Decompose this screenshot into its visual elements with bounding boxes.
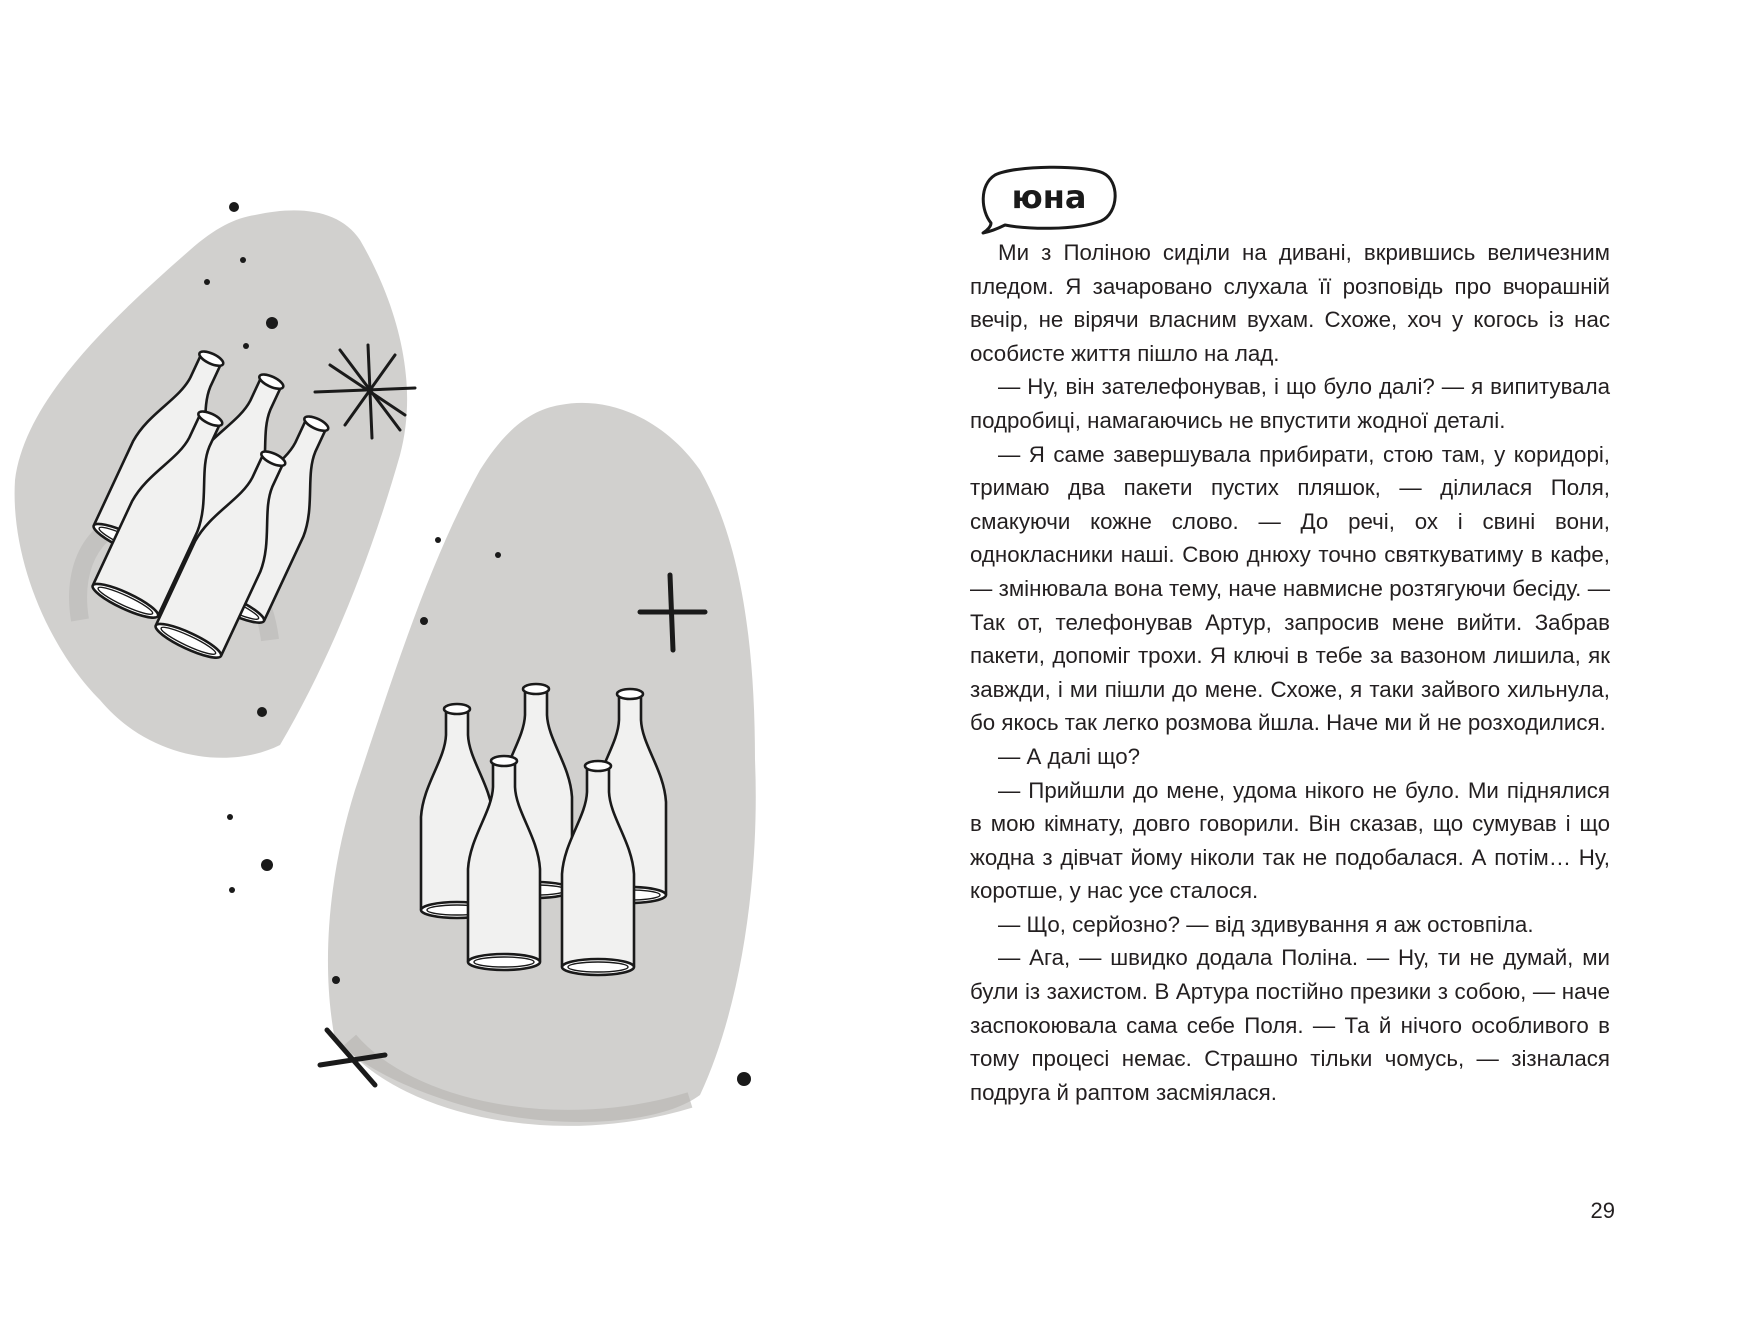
speech-bubble-icon	[975, 163, 1120, 235]
story-text	[970, 236, 1610, 1109]
paragraph: — Що, серйозно? — від здивування я аж остовпіла.	[998, 911, 1534, 937]
speaker-name: юна	[1011, 178, 1087, 216]
paragraph: — Я саме завершувала прибирати, стою там, у коридорі, тримаю два пакети пустих пляшок, — ділилася Поля, смакуючи кожне слово. — До речі, ох і свині вони, однокласники наші. Свою днюху точно святкуватиму в кафе, — змінювала вона тему, наче навмисне розтягуючи бесіду. — Так от, телефонував Артур, запросив мене вийти. Забрав пакети, допоміг трохи. Я ключі в тебе за вазоном лишила, як завжди, і ми пішли до мене. Схоже, я таки зайвого хильнула, бо якось так легко розмова йшла. Наче ми й не розходилися.	[970, 441, 1610, 736]
page-number: 29	[1590, 1198, 1615, 1223]
paragraph: — Ага, — швидко додала Поліна. — Ну, ти не думай, ми були із захистом. В Артура постійно презики з собою, — наче заспокоювала сама себе Поля. — Та й нічого особливого в тому процесі немає. Страшно тільки чомусь, — зізналася подруга й раптом засміялася.	[970, 945, 1610, 1105]
paragraph: — Прийшли до мене, удома нікого не було. Ми піднялися в мою кімнату, довго говорили. Він сказав, що сумував і що жодна з дівчат йому ніколи так не подобалася. А потім… Ну, коротше, у нас усе сталося.	[970, 777, 1610, 904]
speaker-badge	[975, 163, 1120, 235]
paragraph: Ми з Поліною сиділи на дивані, вкрившись величезним пледом. Я зачаровано слухала її розповідь про вчорашній вечір, не вірячи власним вухам. Схоже, хоч у когось із нас особисте життя пішло на лад.	[970, 240, 1610, 366]
paragraph: — А далі що?	[998, 743, 1141, 769]
paragraph: — Ну, він зателефонував, і що було далі? — я випитувала подробиці, намагаючись не впустити жодної деталі.	[970, 374, 1610, 433]
